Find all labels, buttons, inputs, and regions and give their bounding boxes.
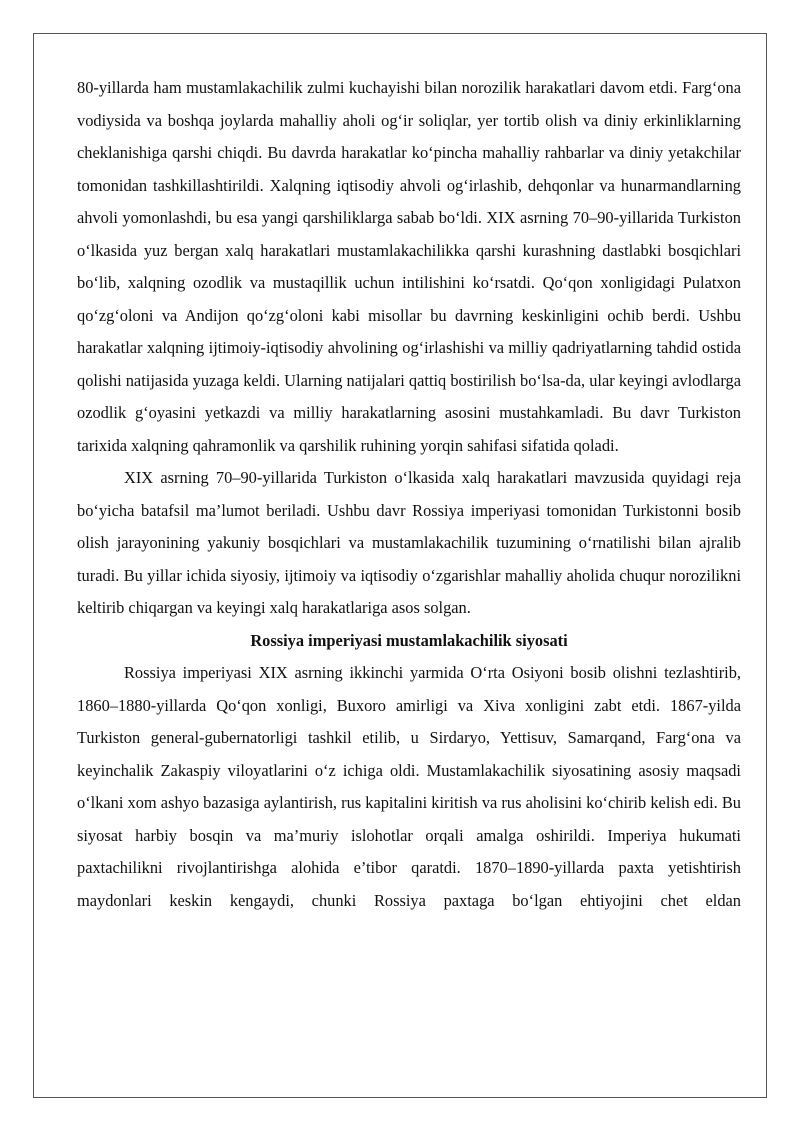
paragraph-1: 80-yillarda ham mustamlakachilik zulmi kuchayishi bilan norozilik harakatlari davom etdi. Farg‘ona vodiysida va boshqa joylarda mahalliy aholi og‘ir soliqlar, yer tortib olish va diniy erkinliklarning cheklanishiga qarshi chiqdi. Bu davrda harakatlar ko‘pincha mahalliy rahbarlar va diniy yetakchilar tomonidan tashkillashtirildi. Xalqning iqtisodiy ahvoli og‘irlashib, dehqonlar va hunarmandlarning ahvoli yomonlashdi, bu esa yangi qarshiliklarga sabab bo‘ldi. XIX asrning 70–90-yillarida Turkiston o‘lkasida yuz bergan xalq harakatlari mustamlakachilikka qarshi kurashning dastlabki bosqichlari bo‘lib, xalqning ozodlik va mustaqillik uchun intilishini ko‘rsatdi. Qo‘qon xonligidagi Pulatxon qo‘zg‘oloni va Andijon qo‘zg‘oloni kabi misollar bu davrning keskinligini ochib berdi. Ushbu harakatlar xalqning ijtimoiy-iqtisodiy ahvolining og‘irlashishi va milliy qadriyatlarning tahdid ostida qolishi natijasida yuzaga keldi. Ularning natijalari qattiq bostirilish bo‘lsa-da, ular keyingi avlodlarga ozodlik g‘oyasini yetkazdi va milliy harakatlarning asosini mustahkamladi. Bu davr Turkiston tarixida xalqning qahramonlik va qarshilik ruhining yorqin sahifasi sifatida qoladi. [77,78,741,455]
document-body [77,72,741,917]
paragraph-3: Rossiya imperiyasi XIX asrning ikkinchi yarmida O‘rta Osiyoni bosib olishni tezlashtirib, 1860–1880-yillarda Qo‘qon xonligi, Buxoro amirligi va Xiva xonligini zabt etdi. 1867-yilda Turkiston general-gubernatorligi tashkil etilib, u Sirdaryo, Yettisuv, Samarqand, Farg‘ona va keyinchalik Zakaspiy viloyatlarini o‘z ichiga oldi. Mustamlakachilik siyosatining asosiy maqsadi o‘lkani xom ashyo bazasiga aylantirish, rus kapitalini kiritish va rus aholisini ko‘chirib kelish edi. Bu siyosat harbiy bosqin va ma’muriy islohotlar orqali amalga oshirildi. Imperiya hukumati paxtachilikni rivojlantirishga alohida e’tibor qaratdi. 1870–1890-yillarda paxta yetishtirish maydonlari keskin kengaydi, chunki Rossiya paxtaga bo‘lgan ehtiyojini chet eldan [77,663,741,910]
paragraph-2: XIX asrning 70–90-yillarida Turkiston o‘lkasida xalq harakatlari mavzusida quyidagi reja bo‘yicha batafsil ma’lumot beriladi. Ushbu davr Rossiya imperiyasi tomonidan Turkistonni bosib olish jarayonining yakuniy bosqichlari va mustamlakachilik tuzumining o‘rnatilishi bilan ajralib turadi. Bu yillar ichida siyosiy, ijtimoiy va iqtisodiy o‘zgarishlar mahalliy aholida chuqur norozilikni keltirib chiqargan va keyingi xalq harakatlariga asos solgan. [77,468,741,617]
section-heading: Rossiya imperiyasi mustamlakachilik siyosati [250,630,568,650]
